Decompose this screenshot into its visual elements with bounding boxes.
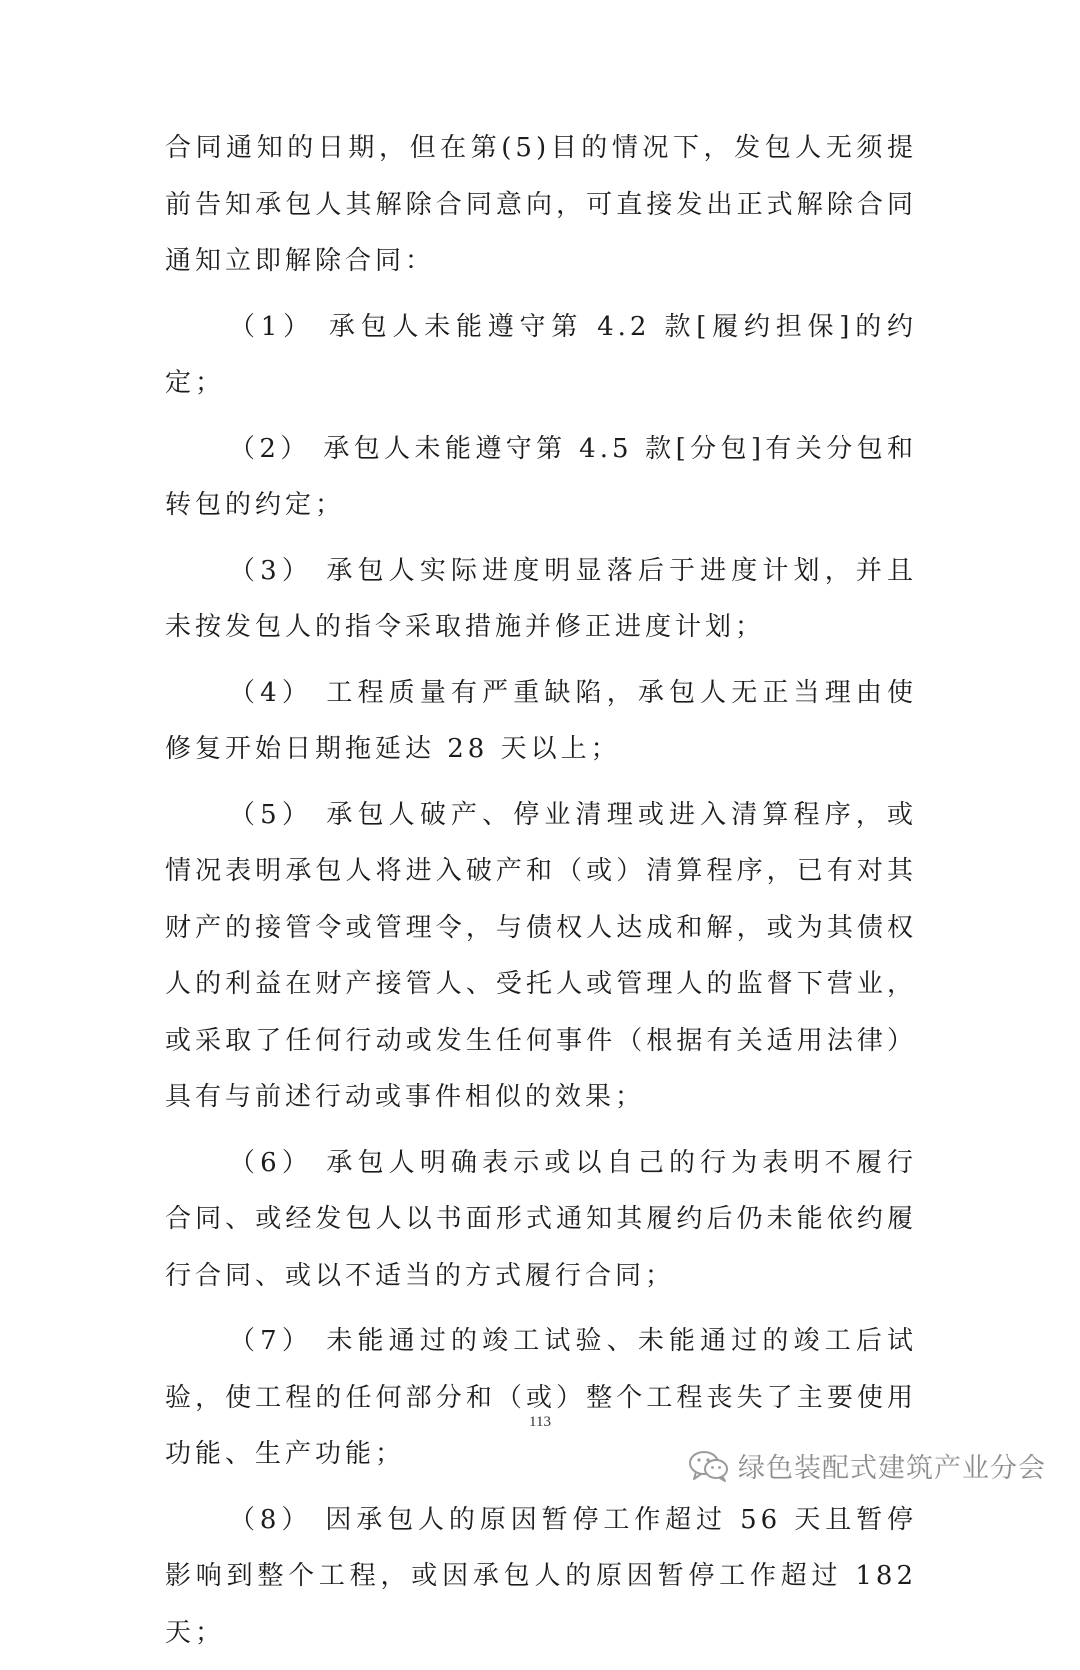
document-body	[165, 120, 917, 1670]
clause-item-5: （5） 承包人破产、停业清理或进入清算程序，或情况表明承包人将进入破产和（或）清算程序，已有对其财产的接管令或管理令，与债权人达成和解，或为其债权人的利益在财产接管人、受托人或管理人的监督下营业，或采取了任何行动或发生任何事件（根据有关适用法律）具有与前述行动或事件相似的效果；	[165, 799, 917, 1112]
clause-item-1: （1） 承包人未能遵守第 4.2 款[履约担保]的约定；	[165, 311, 917, 398]
clause-item-8: （8） 因承包人的原因暂停工作超过 56 天且暂停影响到整个工程，或因承包人的原因暂停工作超过 182 天；	[165, 1504, 917, 1648]
clause-item-3: （3） 承包人实际进度明显落后于进度计划，并且未按发包人的指令采取措施并修正进度计划；	[165, 555, 917, 642]
page-number: 113	[529, 1414, 551, 1430]
clause-item-7: （7） 未能通过的竣工试验、未能通过的竣工后试验，使工程的任何部分和（或）整个工程丧失了主要使用功能、生产功能；	[165, 1326, 917, 1469]
clause-item-6: （6） 承包人明确表示或以自己的行为表明不履行合同、或经发包人以书面形式通知其履约后仍未能依约履行合同、或以不适当的方式履行合同；	[165, 1147, 917, 1291]
clause-item-2: （2） 承包人未能遵守第 4.5 款[分包]有关分包和转包的约定；	[165, 433, 917, 520]
clause-item-4: （4） 工程质量有严重缺陷，承包人无正当理由使修复开始日期拖延达 28 天以上；	[165, 677, 917, 764]
paragraph-continuation: 合同通知的日期，但在第(5)目的情况下，发包人无须提前告知承包人其解除合同意向，可直接发出正式解除合同通知立即解除合同：	[165, 133, 917, 276]
wechat-icon	[688, 1449, 730, 1483]
watermark-text: 绿色装配式建筑产业分会	[738, 1453, 1046, 1484]
watermark	[688, 1446, 1046, 1485]
